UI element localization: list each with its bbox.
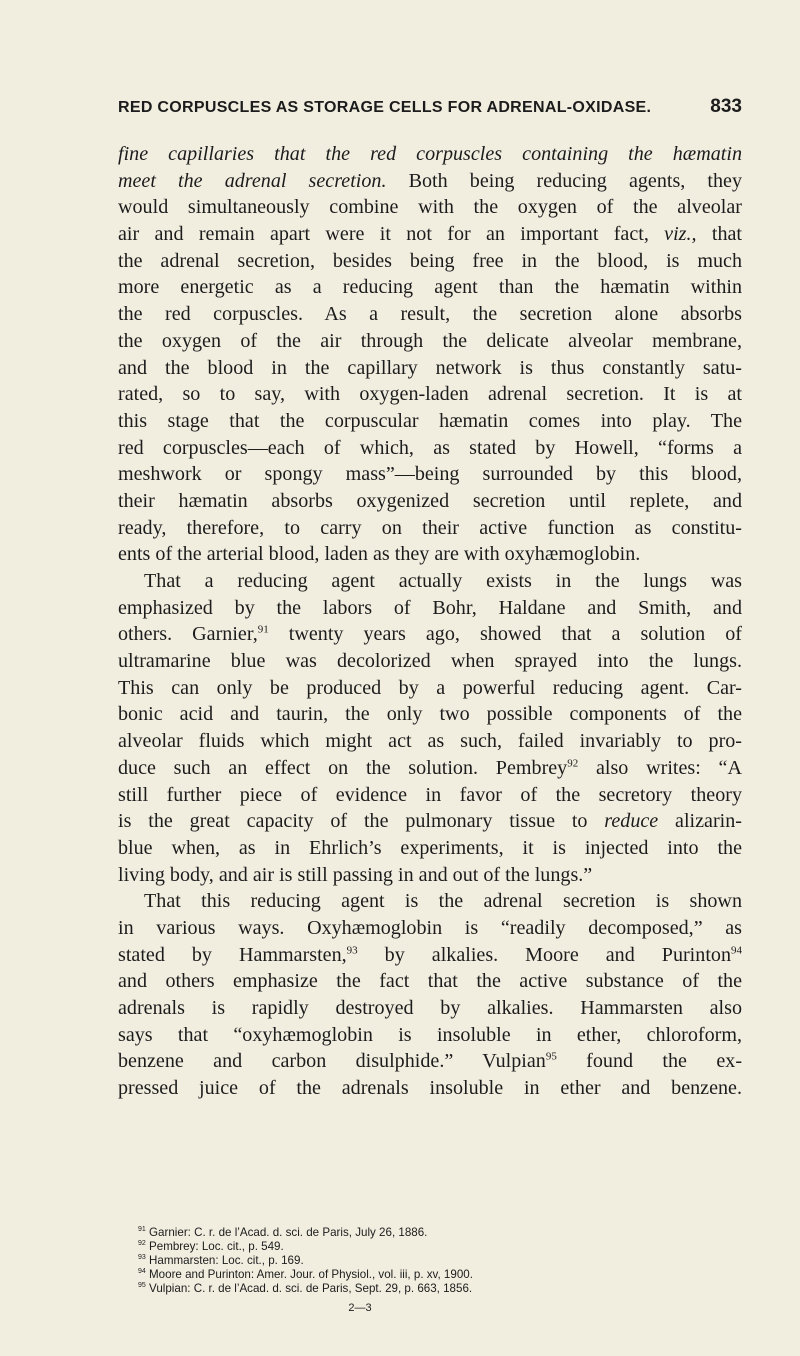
text-line <box>118 248 742 275</box>
text-segment: in various ways. Oxyhæmoglobin is “readily decomposed,” as <box>118 916 742 939</box>
footnote-text: Hammarsten: Loc. cit., p. 169. <box>145 1254 304 1267</box>
text-line <box>118 541 742 568</box>
text-segment: still further piece of evidence in favor of the secretory theory <box>118 783 742 806</box>
text-segment: living body, and air is still passing in and out of the lungs.” <box>118 863 593 886</box>
text-segment: the adrenal secretion, besides being free in the blood, is much <box>118 249 742 272</box>
text-segment: ultramarine blue was decolorized when sprayed into the lungs. <box>118 650 742 673</box>
footnote-number: 94 <box>138 1268 146 1276</box>
text-line <box>118 408 742 435</box>
running-header <box>118 96 742 118</box>
text-line <box>118 328 742 355</box>
running-title: RED CORPUSCLES AS STORAGE CELLS FOR ADRENAL-OXIDASE. <box>118 99 652 116</box>
footnote-text: Garnier: C. r. de l’Acad. d. sci. de Paris, July 26, 1886. <box>145 1226 428 1239</box>
footnote-text: Pembrey: Loc. cit., p. 549. <box>145 1240 284 1253</box>
text-segment: adrenals is rapidly destroyed by alkalies. Hammarsten also <box>118 997 742 1019</box>
footnote-ref: 92 <box>567 757 579 770</box>
text-segment: found the ex- <box>556 1050 743 1073</box>
text-segment: more energetic as a reducing agent than the hæmatin within <box>118 276 742 299</box>
text-line <box>118 1048 742 1075</box>
text-segment: Both being reducing agents, they <box>386 169 742 192</box>
text-line <box>118 1075 742 1102</box>
text-segment: others. Garnier, <box>118 623 258 646</box>
text-segment: duce such an effect on the solution. Pembrey <box>118 756 568 779</box>
footnote <box>138 1240 738 1254</box>
footnote-ref: 91 <box>257 623 269 636</box>
text-segment: air and remain apart were it not for an important fact, <box>118 223 665 246</box>
page-number: 833 <box>710 96 742 117</box>
text-segment: meet the adrenal secretion. <box>118 169 387 192</box>
footnote-ref: 95 <box>545 1050 557 1063</box>
text-line <box>118 274 742 301</box>
text-segment: alizarin- <box>658 810 742 833</box>
body-text <box>118 141 742 1102</box>
text-line <box>118 648 742 675</box>
text-segment: stated by Hammarsten, <box>118 943 347 966</box>
text-segment: meshwork or spongy mass”—being surrounded by this blood, <box>118 463 742 486</box>
text-segment: their hæmatin absorbs oxygenized secretion until replete, and <box>118 489 742 512</box>
text-line <box>118 862 742 889</box>
text-line <box>118 701 742 728</box>
text-segment: twenty years ago, showed that a solution of <box>268 623 742 646</box>
text-line <box>118 835 742 862</box>
text-segment: benzene and carbon disulphide.” Vulpian <box>118 1050 546 1073</box>
text-line <box>118 888 742 915</box>
text-line <box>118 381 742 408</box>
footnote <box>138 1254 738 1268</box>
text-segment: the oxygen of the air through the delicate alveolar membrane, <box>118 329 742 352</box>
text-segment: This can only be produced by a powerful reducing agent. Car- <box>118 676 742 699</box>
text-segment: that <box>696 223 742 246</box>
text-segment: would simultaneously combine with the oxygen of the alveolar <box>118 196 742 219</box>
text-segment: and others emphasize the fact that the active substance of the <box>118 970 742 993</box>
footnote-number: 92 <box>138 1240 146 1248</box>
text-line <box>118 808 742 835</box>
text-segment: by alkalies. Moore and Purinton <box>357 943 731 966</box>
text-segment: blue when, as in Ehrlich’s experiments, it is injected into the <box>118 836 742 859</box>
text-segment: alveolar fluids which might act as such, failed invariably to pro- <box>118 730 742 753</box>
text-line <box>118 621 742 648</box>
text-line <box>118 194 742 221</box>
text-line <box>118 942 742 969</box>
text-line <box>118 995 742 1022</box>
footnote-number: 93 <box>138 1254 146 1262</box>
text-line <box>118 301 742 328</box>
footnote <box>138 1226 738 1240</box>
text-line <box>118 595 742 622</box>
text-segment: red corpuscles—each of which, as stated by Howell, “forms a <box>118 436 742 459</box>
text-segment: and the blood in the capillary network is thus constantly satu- <box>118 356 742 379</box>
text-line <box>118 968 742 995</box>
text-line <box>118 675 742 702</box>
footnote <box>138 1268 738 1282</box>
text-segment: the red corpuscles. As a result, the secretion alone absorbs <box>118 303 742 326</box>
text-segment: ready, therefore, to carry on their active function as constitu- <box>118 516 742 539</box>
text-segment: That this reducing agent is the adrenal secretion is shown <box>144 890 742 913</box>
text-segment: is the great capacity of the pulmonary tissue to <box>118 810 605 833</box>
text-segment: That a reducing agent actually exists in the lungs was <box>144 570 742 592</box>
text-line <box>118 1022 742 1049</box>
text-segment: says that “oxyhæmoglobin is insoluble in ether, chloroform, <box>118 1023 742 1046</box>
text-line <box>118 355 742 382</box>
text-line <box>118 488 742 515</box>
text-line <box>118 515 742 542</box>
text-segment: this stage that the corpuscular hæmatin comes into play. The <box>118 409 742 432</box>
text-segment: pressed juice of the adrenals insoluble in ether and benzene. <box>118 1077 742 1100</box>
text-line <box>118 141 742 168</box>
footnotes <box>138 1226 738 1296</box>
footnote-text: Moore and Purinton: Amer. Jour. of Physiol., vol. iii, p. xv, 1900. <box>145 1268 473 1281</box>
text-segment: viz., <box>664 223 697 246</box>
text-line <box>118 728 742 755</box>
text-line <box>118 221 742 248</box>
text-segment: also writes: “A <box>578 756 742 779</box>
text-line <box>118 435 742 462</box>
text-line <box>118 168 742 195</box>
signature-mark: 2—3 <box>348 1302 372 1314</box>
text-line <box>118 461 742 488</box>
text-segment: bonic acid and taurin, the only two possible components of the <box>118 703 742 726</box>
text-segment: ents of the arterial blood, laden as they are with oxyhæmoglobin. <box>118 543 641 566</box>
footnote-number: 95 <box>138 1282 146 1290</box>
text-line <box>118 782 742 809</box>
text-segment: emphasized by the labors of Bohr, Haldane and Smith, and <box>118 596 742 619</box>
footnote-text: Vulpian: C. r. de l’Acad. d. sci. de Paris, Sept. 29, p. 663, 1856. <box>145 1282 473 1295</box>
footnote-number: 91 <box>138 1226 146 1234</box>
text-line <box>118 915 742 942</box>
text-segment: fine capillaries that the red corpuscles containing the hæmatin <box>118 143 742 165</box>
text-segment: reduce <box>604 810 659 833</box>
footnote-ref: 94 <box>731 943 742 956</box>
footnote <box>138 1282 738 1296</box>
text-line <box>118 755 742 782</box>
text-line <box>118 568 742 595</box>
footnote-ref: 93 <box>346 943 358 956</box>
text-segment: rated, so to say, with oxygen-laden adrenal secretion. It is at <box>118 383 742 406</box>
